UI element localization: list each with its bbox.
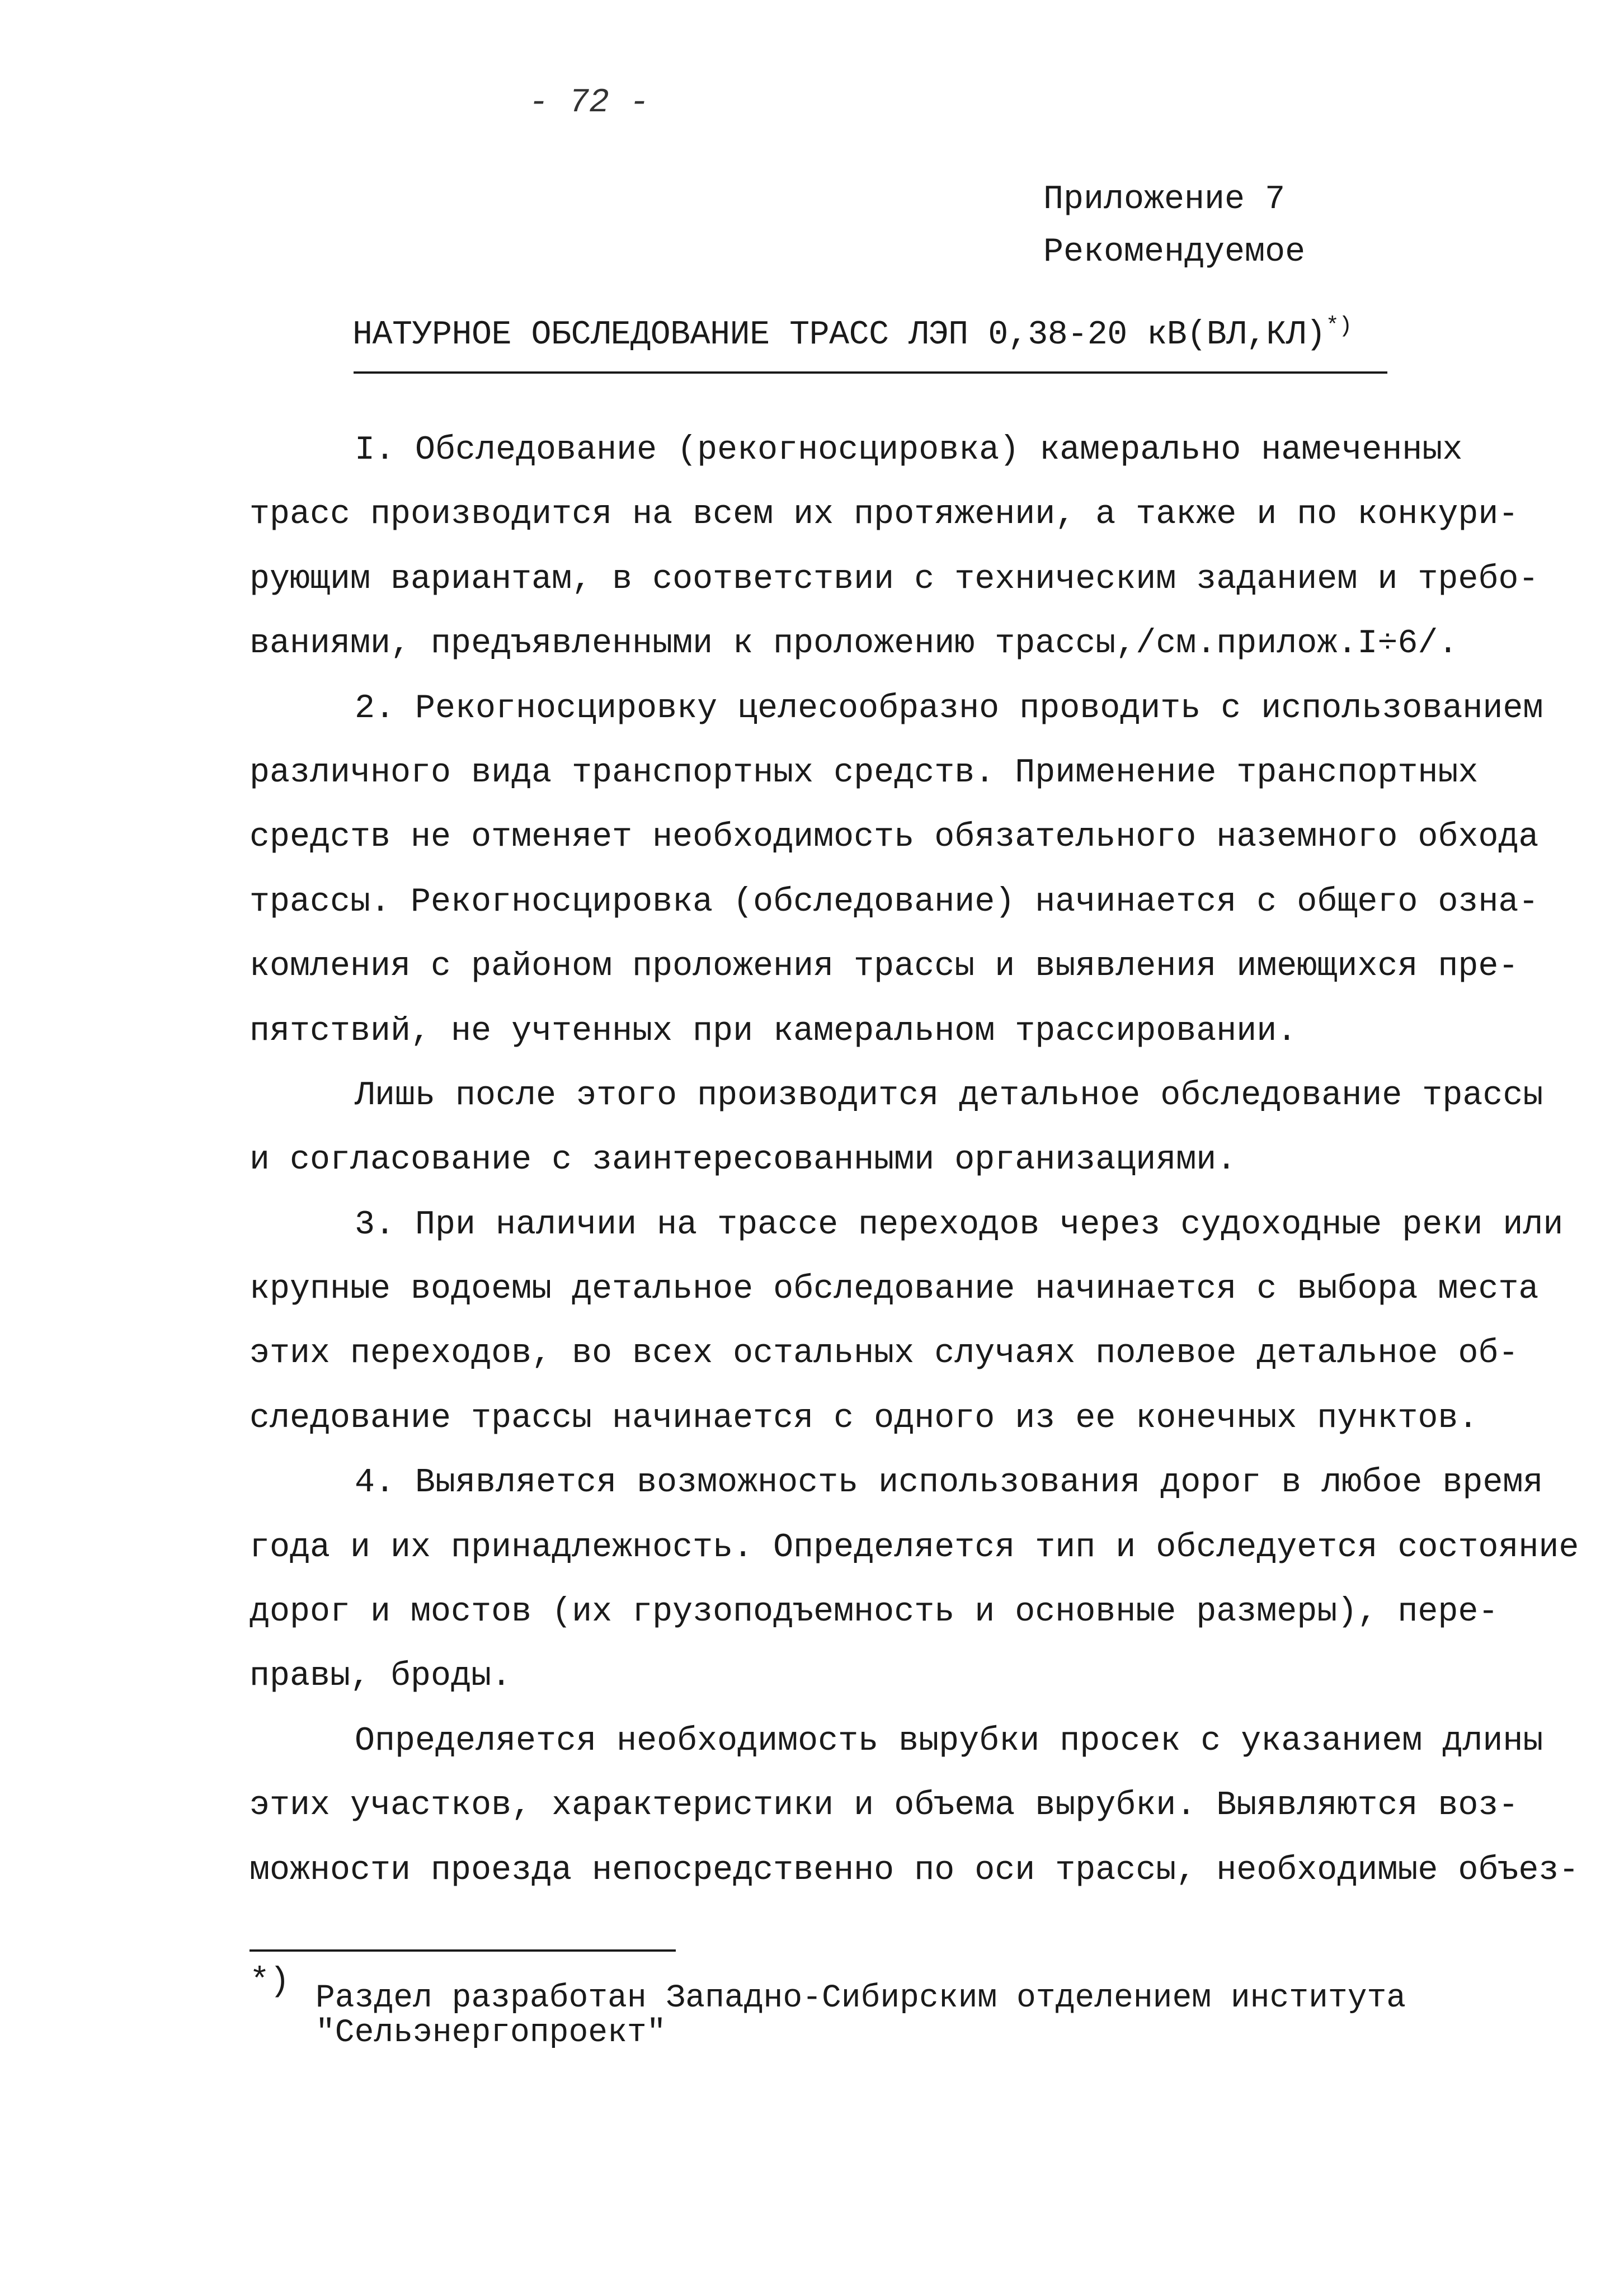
- body-line: ваниями, предъявленными к проложению трассы,/см.прилож.I÷6/.: [250, 625, 1458, 663]
- title-underline: [354, 371, 1387, 374]
- appendix-label: Приложение 7: [1043, 181, 1286, 219]
- body-line: можности проезда непосредственно по оси трассы, необходимые объез-: [250, 1851, 1579, 1890]
- title-footnote-mark: *): [1325, 314, 1352, 339]
- body-line: Определяется необходимость вырубки просек с указанием длины: [355, 1722, 1543, 1760]
- body-text: [250, 418, 1581, 1903]
- footnote-text: [316, 1981, 1406, 2051]
- body-line: комления с районом проложения трассы и выявления имеющихся пре-: [250, 948, 1519, 986]
- body-line: 4. Выявляется возможность использования дорог в любое время: [355, 1464, 1543, 1502]
- document-title: [352, 316, 1352, 354]
- body-line: и согласование с заинтересованными организациями.: [250, 1141, 1237, 1180]
- body-line: I. Обследование (рекогносцировка) камерально намеченных: [355, 431, 1463, 469]
- body-line: правы, броды.: [250, 1657, 512, 1696]
- body-line: трассы. Рекогносцировка (обследование) начинается с общего озна-: [250, 883, 1539, 921]
- body-line: этих участков, характеристики и объема вырубки. Выявляются воз-: [250, 1787, 1519, 1825]
- body-line: средств не отменяет необходимость обязательного наземного обхода: [250, 818, 1539, 857]
- appendix-status: Рекомендуемое: [1043, 233, 1306, 271]
- document-title-text: НАТУРНОЕ ОБСЛЕДОВАНИЕ ТРАСС ЛЭП 0,38-20 кВ(ВЛ,КЛ): [352, 316, 1326, 354]
- page-number: - 72 -: [529, 84, 650, 122]
- body-line: пятствий, не учтенных при камеральном трассировании.: [250, 1012, 1297, 1051]
- body-line: этих переходов, во всех остальных случаях полевое детальное об-: [250, 1335, 1519, 1373]
- body-line: года и их принадлежность. Определяется тип и обследуется состояние: [250, 1528, 1579, 1567]
- body-line: дорог и мостов (их грузоподъемность и основные размеры), пере-: [250, 1593, 1499, 1632]
- body-line: крупные водоемы детальное обследование начинается с выбора места: [250, 1270, 1539, 1309]
- body-line: трасс производится на всем их протяжении, а также и по конкури-: [250, 496, 1519, 534]
- body-line: Лишь после этого производится детальное обследование трассы: [355, 1076, 1543, 1115]
- footnote-line: "Сельэнергопроект": [316, 2015, 666, 2051]
- footnote-divider: [250, 1949, 676, 1952]
- footnote-mark: *): [250, 1963, 290, 2001]
- body-line: следование трассы начинается с одного из ее конечных пунктов.: [250, 1399, 1479, 1438]
- body-line: 2. Рекогносцировку целесообразно проводить с использованием: [355, 689, 1543, 728]
- footnote-line: Раздел разработан Западно-Сибирским отделением института: [316, 1980, 1406, 2017]
- body-line: различного вида транспортных средств. Применение транспортных: [250, 753, 1479, 792]
- appendix-header: [1043, 173, 1305, 279]
- body-line: рующим вариантам, в соответствии с техническим заданием и требо-: [250, 560, 1539, 599]
- body-line: 3. При наличии на трассе переходов через судоходные реки или: [355, 1205, 1564, 1244]
